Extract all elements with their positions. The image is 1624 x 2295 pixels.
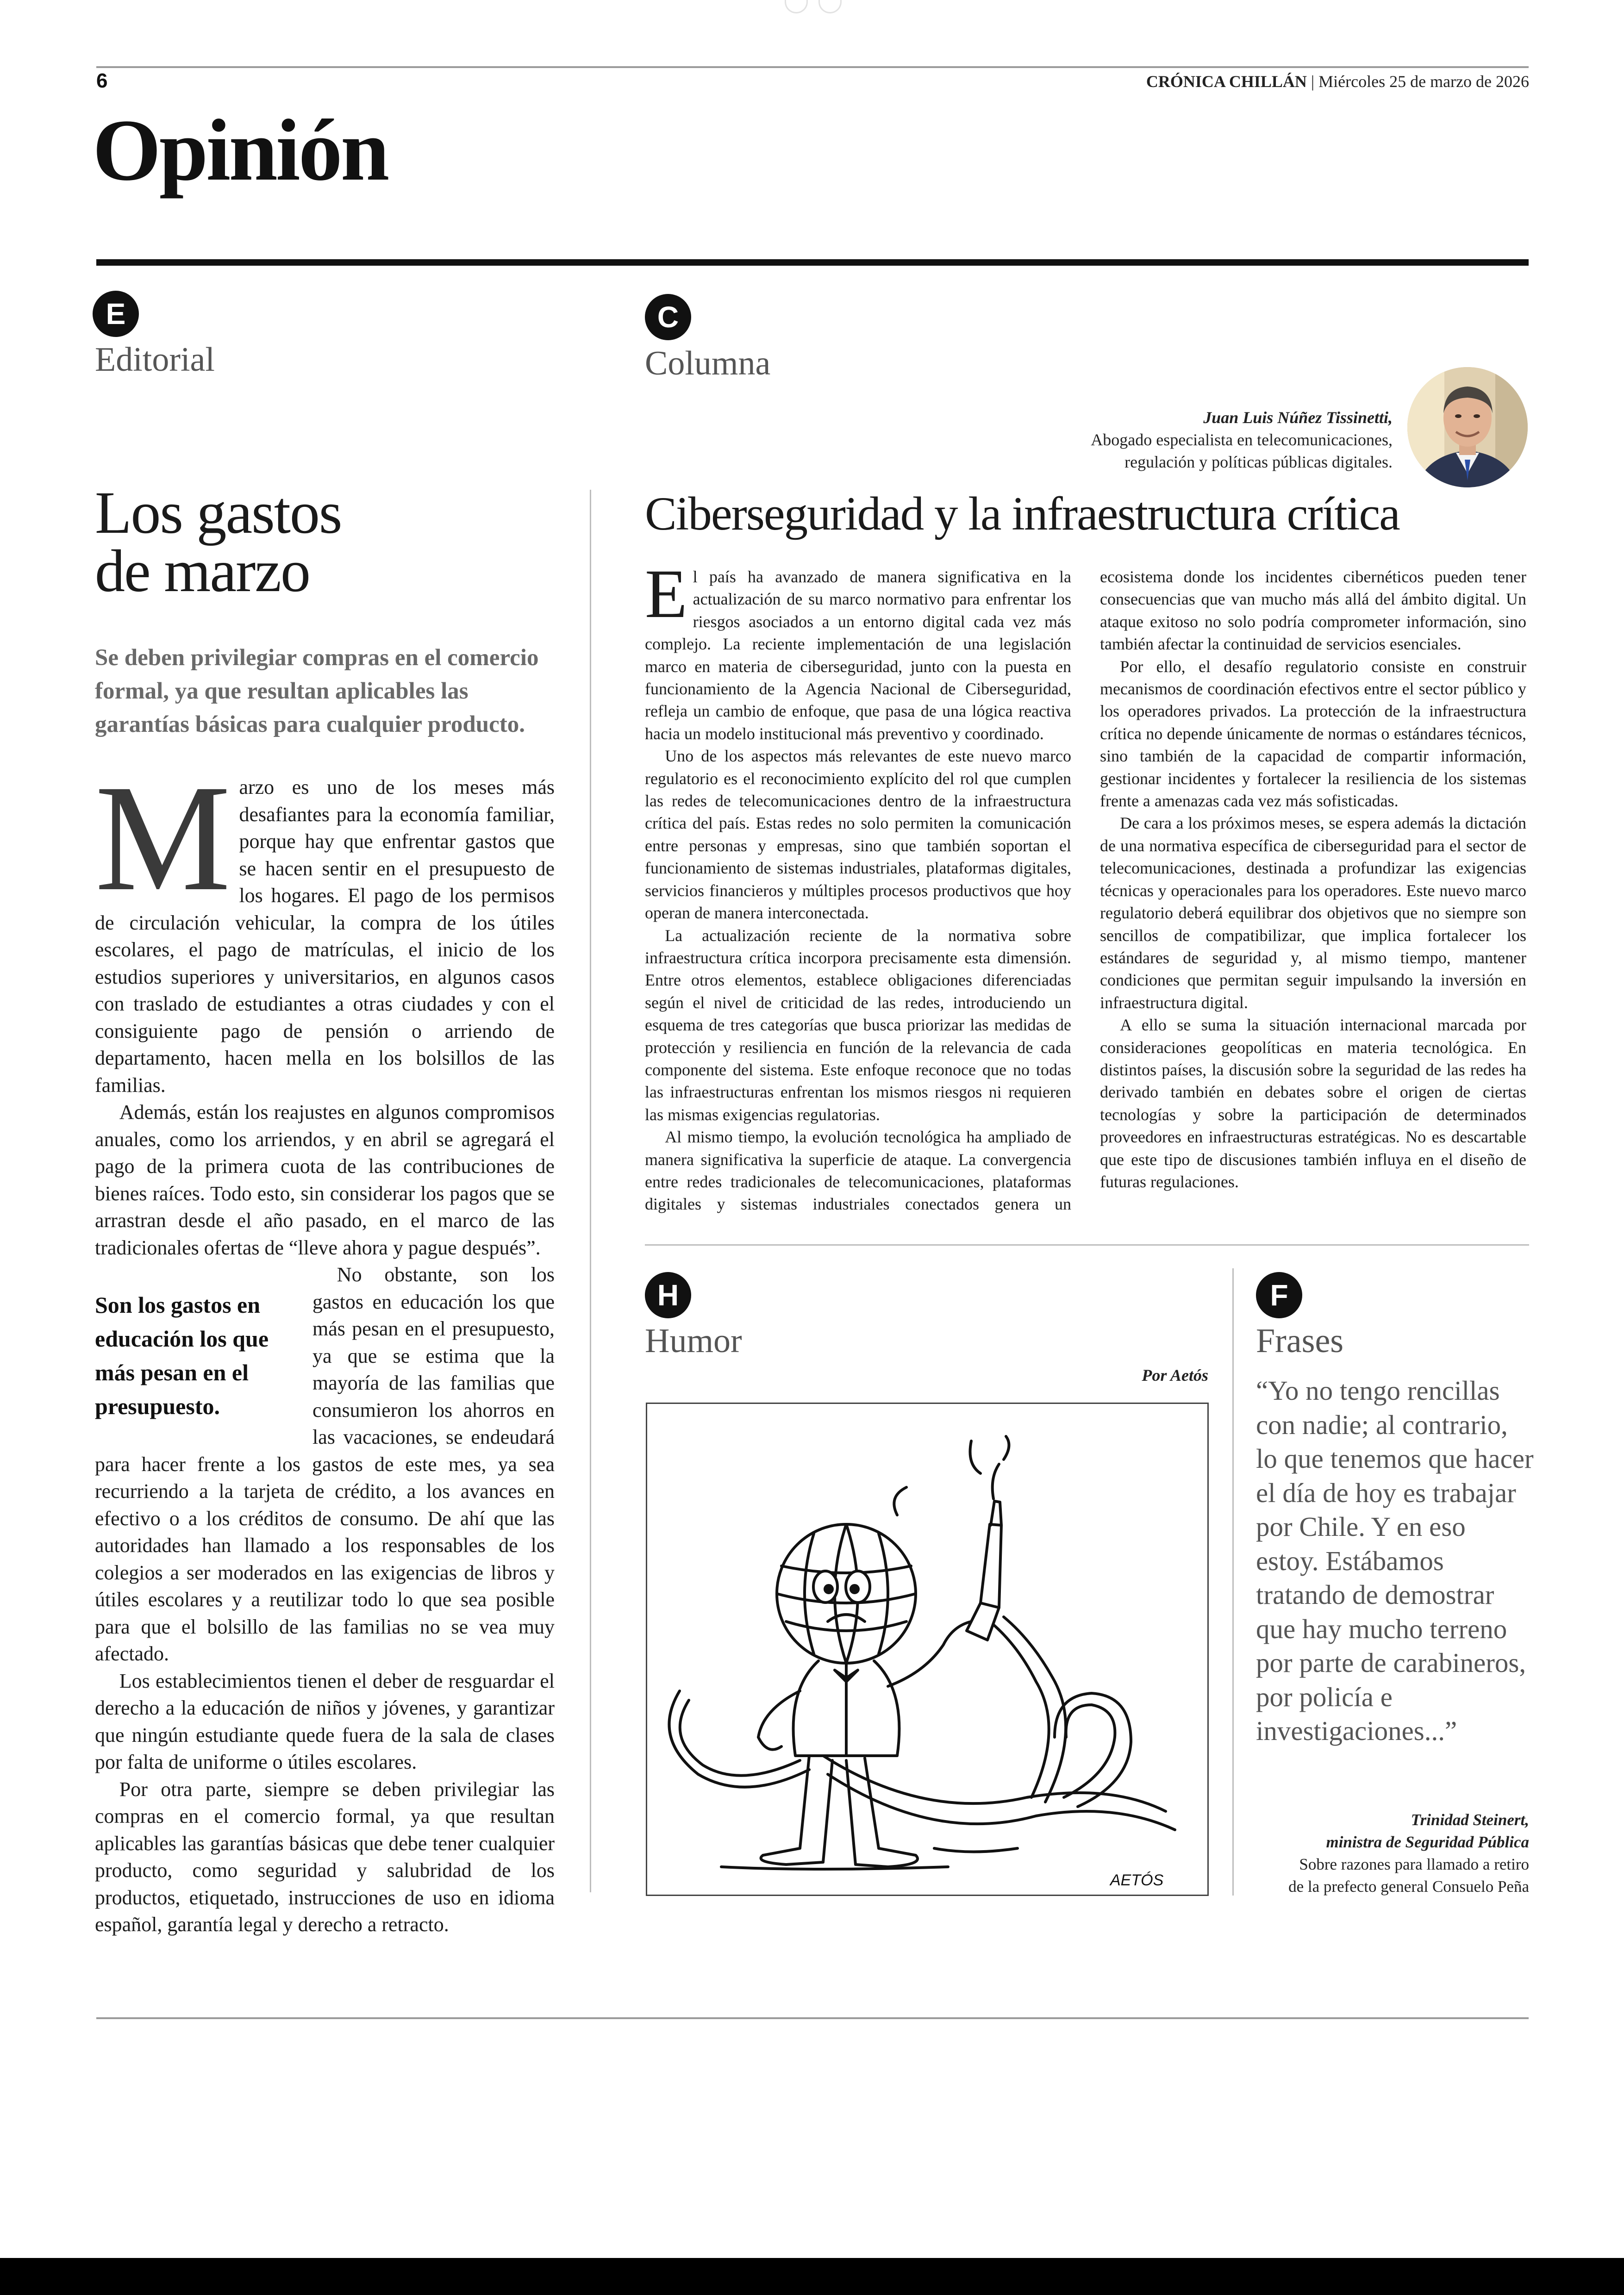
frases-divider [1232,1268,1234,1896]
frases-speaker: Trinidad Steinert, [1411,1811,1529,1829]
editorial-body [95,754,555,1939]
section-title: Opinión [93,102,388,199]
frases-badge: F [1256,1272,1302,1318]
editorial-paragraph: arzo es uno de los meses más desafiantes para la economía familiar, porque hay que enfrentar gastos que se hacen sentir en el presupuesto de los hogares. El pago de los permisos de circulación vehicular, la compra de los útiles escolares, el pago de matrículas, el inicio de los estudios superiores y universitarios, en algunos casos con traslado de estudiantes a otras ciudades y con el consiguiente pago de pensión o arriendo de departamento, hacen mella en los bolsillos de las familias. [95,776,555,1097]
column-headline: Ciberseguridad y la infraestructura crítica [645,487,1399,540]
header-heavy-rule [96,259,1529,266]
frases-context: Sobre razones para llamado a retiro [1299,1855,1529,1873]
editorial-pullquote: Son los gastos en educación los que más pesan en el presupuesto. [95,1292,269,1419]
frases-attribution [1250,1809,1529,1898]
editorial-dropcap: M [95,754,231,923]
page-nav-prev-icon[interactable] [785,0,808,13]
page-number: 6 [96,69,108,92]
column-author-name: Juan Luis Núñez Tissinetti, [1203,408,1393,427]
cartoon-signature: AETÓS [1110,1871,1164,1889]
column-paragraph: A ello se suma la situación internacional marcada por consideraciones geopolíticas en materia tecnológica. En distintos países, la discusión sobre la seguridad de las redes ha derivado también en debates sobre el origen de ciertas tecnologías y sobre la participación de determinados proveedores en infraestructuras estratégicas. No es descartable que este tipo de discusiones también influya en el diseño de futuras regulaciones. [1100,1016,1526,1191]
frases-speaker-role: ministra de Seguridad Pública [1326,1833,1529,1851]
column-paragraph: Uno de los aspectos más relevantes de este nuevo marco regulatorio es el reconocimiento explícito del rol que cumplen las redes de telecomunicaciones dentro de la infraestructura crítica del país. Estas redes no solo permiten la comunicación entre personas y empresas, sino que también soportan el funcionamiento de sistemas industriales, plataformas digitales, servicios financieros y múltiples procesos productivos que hoy operan de manera interconectada. [645,747,1071,923]
editorial-lead: Se deben privilegiar compras en el comercio formal, ya que resultan aplicables las garantías básicas para cualquier producto. [95,645,539,737]
editorial-paragraph: Por otra parte, siempre se deben privilegiar las compras en el comercio formal, ya que resultan aplicables las garantías básicas que debe tener cualquier producto, como seguridad y salubridad de los productos, etiquetado, instrucciones de uso en idioma español, garantía legal y derecho a retracto. [95,1777,555,1936]
editorial-headline-line1: Los gastos [95,480,342,546]
column-dropcap: E [645,555,687,632]
page-nav-next-icon[interactable] [818,0,842,13]
column-body [645,555,1526,1232]
author-portrait-illustration [1407,367,1528,487]
masthead-info [1146,72,1529,91]
masthead-separator: | [1306,72,1319,91]
column-paragraph: l país ha avanzado de manera significativa en la actualización de su marco normativo para enfrentar los riesgos asociados a un entorno digital cada vez más complejo. La reciente implementación de una legislación marco en materia de ciberseguridad, junto con la puesta en funcionamiento de la Agencia Nacional de Ciberseguridad, refleja un cambio de enfoque, que pasa de una lógica reactiva hacia un modelo institucional más preventivo y coordinado. [645,568,1071,743]
column-divider [590,490,591,1892]
page-bottom-bar [0,2258,1624,2295]
editorial-label: Editorial [95,341,215,379]
humor-credit: Por Aetós [1142,1366,1208,1384]
column-paragraph: De cara a los próximos meses, se espera además la dictación de una normativa específica de ciberseguridad para el sector de telecomunicaciones, destinada a profundizar las exigencias técnicas y operacionales para los operadores. Este nuevo marco regulatorio deberá equilibrar dos objetivos que no siempre son sencillos de compatibilizar, que implica fortalecer los estándares de seguridad y, al mismo tiempo, mantener condiciones que permitan seguir impulsando la inversión en infraestructura digital. [1100,814,1526,1012]
footer-rule [96,2017,1529,2019]
frases-quote: “Yo no tengo rencillas con nadie; al contrario, lo que tenemos que hacer el día de hoy es trabajar por Chile. Y en eso estoy. Estábamos tratando de demostrar que hay mucho terreno por parte de carabineros, por policía e investigaciones...” [1256,1375,1534,1746]
column-paragraph: Al mismo tiempo, la evolución tecnológica ha ampliado de manera significativa la superficie de ataque. La convergencia entre redes tradicionales de telecomunicaciones, plataformas digitales y sistemas industriales conectados genera un ecosistema donde los incidentes cibernéticos pueden tener consecuencias que van mucho más allá del ámbito digital. Un ataque exitoso no solo podría comprometer información, sino también afectar la continuidad de servicios esenciales. [645,568,1526,1214]
cartoon-frame [646,1403,1209,1896]
column-author-role: regulación y políticas públicas digitales. [1124,453,1393,471]
editorial-paragraph: Los establecimientos tienen el deber de resguardar el derecho a la educación de niños y jóvenes, y garantizar que ningún estudiante quede fuera de la sala de clases por falta de uniforme o útiles escolares. [95,1669,555,1773]
column-bottom-rule [645,1244,1529,1246]
column-paragraph: Por ello, el desafío regulatorio consiste en construir mecanismos de coordinación efectivos entre el sector público y los operadores privados. La protección de la infraestructura crítica no depende únicamente de normas o estándares técnicos, sino también de la capacidad de compartir información, gestionar incidentes y fortalecer la resiliencia de los sistemas frente a amenazas cada vez más sofisticadas. [1100,657,1526,811]
paper-name: CRÓNICA CHILLÁN [1146,72,1307,91]
editorial-headline-line2: de marzo [95,538,310,605]
issue-date: Miércoles 25 de marzo de 2026 [1318,72,1529,91]
frases-label: Frases [1256,1322,1344,1360]
humor-badge: H [645,1272,691,1318]
header-top-rule [96,66,1529,68]
cartoon-illustration [647,1404,1207,1895]
editorial-paragraph: No obstante, son los gastos en educación los que más pesan en el presupuesto, ya que se estima que la mayoría de las familias que consumieron los ahorros en las vacaciones, se endeudará para hacer frente a los gastos de este mes, ya sea recurriendo a la tarjeta de crédito, a los avances en efectivo o a los créditos de consumo. De ahí que las autoridades han llamado a los responsables de los colegios a ser moderados en las exigencias de libros y útiles escolares y a reutilizar todo lo que sea posible para que el bolsillo de las familias no se vea muy afectado. [95,1263,555,1665]
editorial-headline [95,480,342,605]
humor-label: Humor [645,1322,742,1360]
frases-context: de la prefecto general Consuelo Peña [1288,1877,1529,1896]
editorial-badge: E [93,291,139,337]
column-label: Columna [645,344,771,382]
author-avatar [1407,367,1528,487]
column-badge: C [645,294,691,340]
column-paragraph: La actualización reciente de la normativa sobre infraestructura crítica incorpora precisamente esta dimensión. Entre otros elementos, establece obligaciones diferenciadas según el nivel de criticidad de las redes, introduciendo un esquema de tres categorías que busca priorizar las medidas de protección y resiliencia en función de la relevancia de cada componente del sistema. Este enfoque reconoce que no todas las infraestructuras enfrentan los mismos riesgos ni requieren las mismas exigencias regulatorias. [645,926,1071,1124]
editorial-paragraph: Además, están los reajustes en algunos compromisos anuales, como los arriendos, y en abril se agregará el pago de la primera cuota de las contribuciones de bienes raíces. Todo esto, sin considerar los pagos que se arrastran desde el año pasado, en el marco de las tradicionales ofertas de “lleve ahora y pague después”. [95,1101,555,1259]
column-author-role: Abogado especialista en telecomunicaciones, [1091,430,1393,449]
column-author-credit [1091,406,1393,473]
